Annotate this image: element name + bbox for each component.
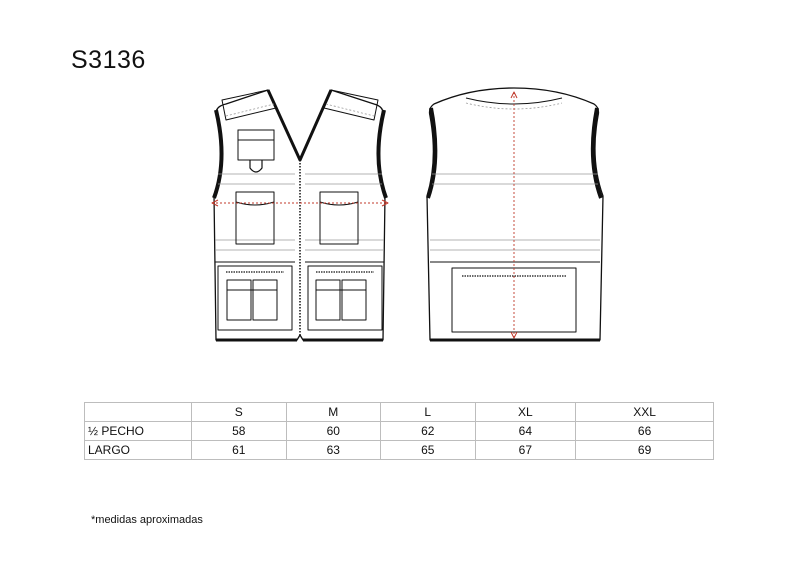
table-cell: 69 <box>576 441 714 460</box>
table-cell: 67 <box>475 441 576 460</box>
size-chart-table <box>84 402 714 460</box>
chest-pocket <box>238 130 274 160</box>
right-armhole <box>378 110 386 198</box>
row-label: LARGO <box>85 441 192 460</box>
left-shoulder-yoke <box>222 90 276 120</box>
table-row <box>85 441 714 460</box>
product-code: S3136 <box>71 46 146 74</box>
table-header-row <box>85 403 714 422</box>
table-header-cell: S <box>192 403 287 422</box>
table-header-cell: XXL <box>576 403 714 422</box>
left-mid-pocket <box>236 192 274 244</box>
back-left-armhole <box>428 108 435 198</box>
table-cell: 65 <box>381 441 476 460</box>
right-shoulder-yoke <box>324 90 378 120</box>
table-cell: 58 <box>192 422 287 441</box>
neckline <box>268 90 331 160</box>
table-header-cell: XL <box>475 403 576 422</box>
right-mid-pocket <box>320 192 358 244</box>
d-ring <box>250 160 262 172</box>
table-cell: 60 <box>286 422 381 441</box>
table-cell: 62 <box>381 422 476 441</box>
table-header-cell: M <box>286 403 381 422</box>
approximate-measurements-note: *medidas aproximadas <box>91 514 203 526</box>
row-label: ½ PECHO <box>85 422 192 441</box>
table-cell: 64 <box>475 422 576 441</box>
vest-back-view <box>427 88 603 340</box>
vest-front-view <box>212 90 388 340</box>
table-cell: 61 <box>192 441 287 460</box>
table-header-cell <box>85 403 192 422</box>
vest-back-outline <box>427 88 603 340</box>
table-header-cell: L <box>381 403 476 422</box>
left-armhole <box>214 110 222 198</box>
table-cell: 66 <box>576 422 714 441</box>
table-cell: 63 <box>286 441 381 460</box>
table-row <box>85 422 714 441</box>
